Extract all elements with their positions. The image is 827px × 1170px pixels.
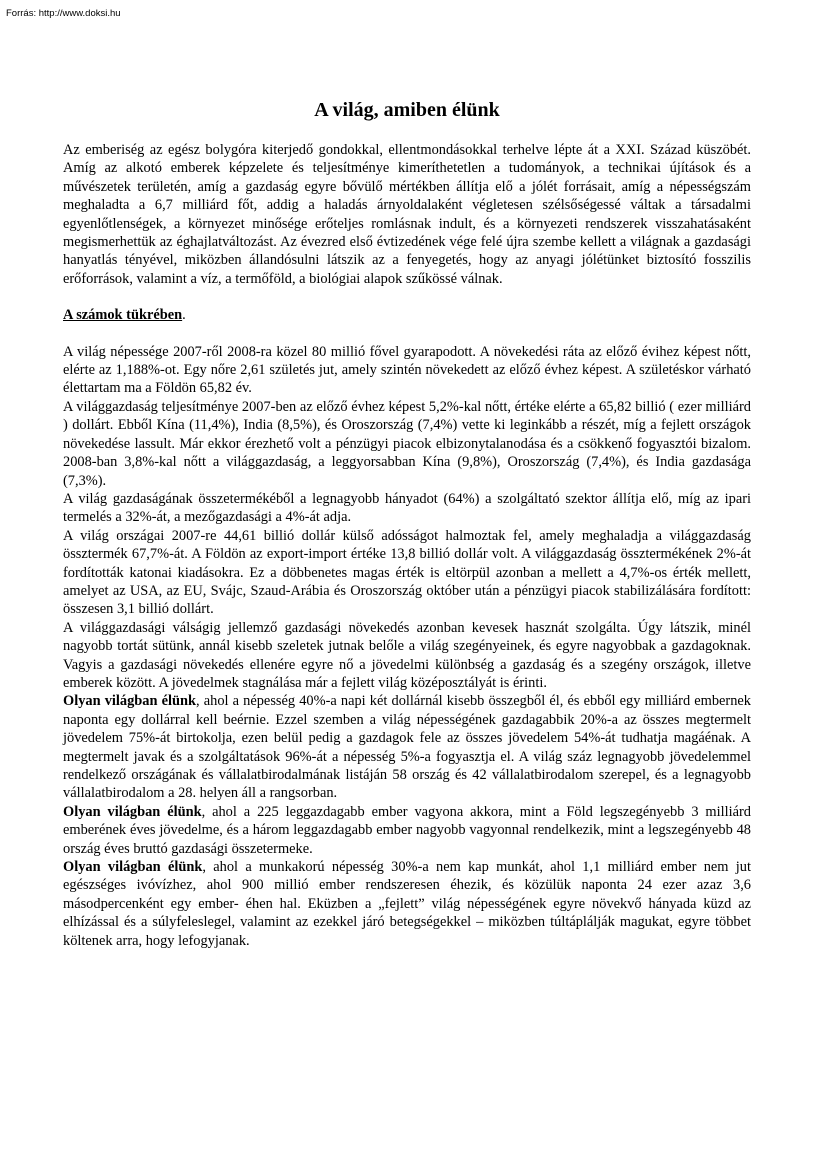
- olyan-text-2: , ahol a 225 leggazdagabb ember vagyona akkora, mint a Föld legszegényebb 3 milliárd emberének éves jövedelme, és a három leggazdagabb ember nagyobb vagyonnal rendelkezik, mint a legszegényebb 48 ország éves bruttó gazdasági összetermeke.: [63, 803, 751, 857]
- paragraph-population: A világ népessége 2007-ről 2008-ra közel 80 millió fővel gyarapodott. A növekedési ráta az előző évihez képest nőtt, elérte az 1,188%-ot. Egy nőre 2,61 születés jut, amely szintén növekedett az előző évhez képest. A születéskor várható élettartam ma a Földön 65,82 év.: [63, 343, 751, 397]
- paragraph-olyan-3: [63, 858, 751, 950]
- olyan-text-1: , ahol a népesség 40%-a napi két dollárnál kisebb összegből él, és ebből egy milliárd embernek naponta egy dollárral kell beérnie. Ezzel szemben a világ népességének gazdagabbik 20%-a az összes megtermelt jövedelem 75%-át birtokolja, ezen belül pedig a gazdagok fele az összes jövedelem 54%-át tudhatja magáénak. A megtermelt javak és a szolgáltatások 96%-át a népesség 5%-a fogyasztja el. A világ száz legnagyobb jövedelemmel rendelkező országának és vállalatbirodalmának listáján 58 ország és 42 vállalatbirodalom szerepel, és a legnagyobb vállalatbirodalom a 28. helyen áll a rangsorban.: [63, 693, 751, 802]
- olyan-lead-1: Olyan világban élünk: [63, 693, 197, 710]
- olyan-lead-2: Olyan világban élünk: [63, 803, 202, 820]
- document-body: [63, 97, 751, 950]
- intro-paragraph: Az emberiség az egész bolygóra kiterjedő gondokkal, ellentmondásokkal terhelve lépte át a XXI. Század küszöbét. Amíg az alkotó emberek képzelete és teljesítménye kimeríthetetlen a tudományok, a technikai újítások és a művészetek területén, amíg a gazdaság egyre bővülő mértékben állítja elő a jólét forrásait, amíg a népességszám meghaladta a 6,7 milliárd főt, addig a haladás árnyoldalaként végletesen szélsőségessé váltak a társadalmi egyenlőtlenségek, a környezet minősége erőteljes romlásnak indult, és a környezeti rendszerek visszahatásaként megismerhettük az éghajlatváltozást. Az évezred első évtizedének vége felé újra szembe kellett a világnak a gazdasági hanyatlás tényével, miközben állandósulni látszik az a fenyegetés, hogy az anyagi jólétünket biztosító fosszilis erőforrások, valamint a víz, a termőföld, a biológiai alapok szűkössé válnak.: [63, 142, 751, 287]
- section-heading-line: [63, 306, 751, 324]
- source-note: Forrás: http://www.doksi.hu: [6, 8, 121, 19]
- olyan-text-3: , ahol a munkakorú népesség 30%-a nem kap munkát, ahol 1,1 milliárd ember nem jut egészséges ivóvízhez, ahol 900 millió ember rendszeresen éhezik, és közülük naponta 24 ezer azaz 3,6 másodpercenként egy ember- éhen hal. Eküzben a „fejlett” világ népességének egyre növekvő hányada küzd az elhízással és a súlyfeleslegel, valamint az ezekkel járó betegségekkel – miközben túltáplálják magukat, egyre többet költenek arra, hogy lefogyjanak.: [63, 859, 751, 949]
- section-heading: A számok tükrében: [63, 307, 183, 324]
- page-title: A világ, amiben élünk: [314, 99, 500, 121]
- paragraph-debt: A világ országai 2007-re 44,61 billió dollár külső adósságot halmoztak fel, amely meghaladja a világgazdaság össztermék 67,7%-át. A Földön az export-import értéke 13,8 billió dollár volt. A világgazdaság össztermékének 2%-át fordították katonai kiadásokra. Ez a döbbenetes magas érték is eltörpül azonban a mellett a 4,7%-os érték mellett, amelyet az USA, az EU, Svájc, Szaud-Arábia és Oroszország október után a pénzügyi piacok stabilizálására fordított: összesen 3,1 billió dollárt.: [63, 527, 751, 618]
- paragraph-inequality: A világgazdasági válságig jellemző gazdasági növekedés azonban kevesek hasznát szolgálta. Úgy látszik, minél nagyobb tortát sütünk, annál kisebb szeletek jutnak belőle a világ szegényeinek, és egyre nagyobbak a gazdagoknak. Vagyis a gazdasági növekedés ellenére egyre nő a jövedelmi különbség a gazdaság és a szegény országok, illetve emberek között. A jövedelmek stagnálása már a fejlett világ középosztályát is érinti.: [63, 619, 751, 691]
- section-heading-suffix: .: [182, 307, 186, 324]
- paragraph-world-economy: A világgazdaság teljesítménye 2007-ben az előző évhez képest 5,2%-kal nőtt, értéke elérte a 65,82 billió ( ezer milliárd ) dollárt. Ebből Kína (11,4%), India (8,5%), és Oroszország (7,4%) vette ki leginkább a részét, míg a fejlett országok növekedése lassult. Már ekkor érezhető volt a pénzügyi piacok elbizonytalanodása és a csökkenő fogyasztói bizalom. 2008-ban 3,8%-kal nőtt a világgazdaság, a leggyorsabban Kína (9,8%), Oroszország (7,4%), és India gazdasága (7,3%).: [63, 398, 751, 489]
- paragraph-olyan-2: [63, 803, 751, 858]
- olyan-lead-3: Olyan világban élünk: [63, 859, 203, 876]
- paragraph-sectors: A világ gazdaságának összetermékéből a legnagyobb hányadot (64%) a szolgáltató szektor állítja elő, míg az ipari termelés a 32%-át, a mezőgazdasági a 4%-át adja.: [63, 490, 751, 526]
- paragraph-olyan-1: [63, 692, 751, 802]
